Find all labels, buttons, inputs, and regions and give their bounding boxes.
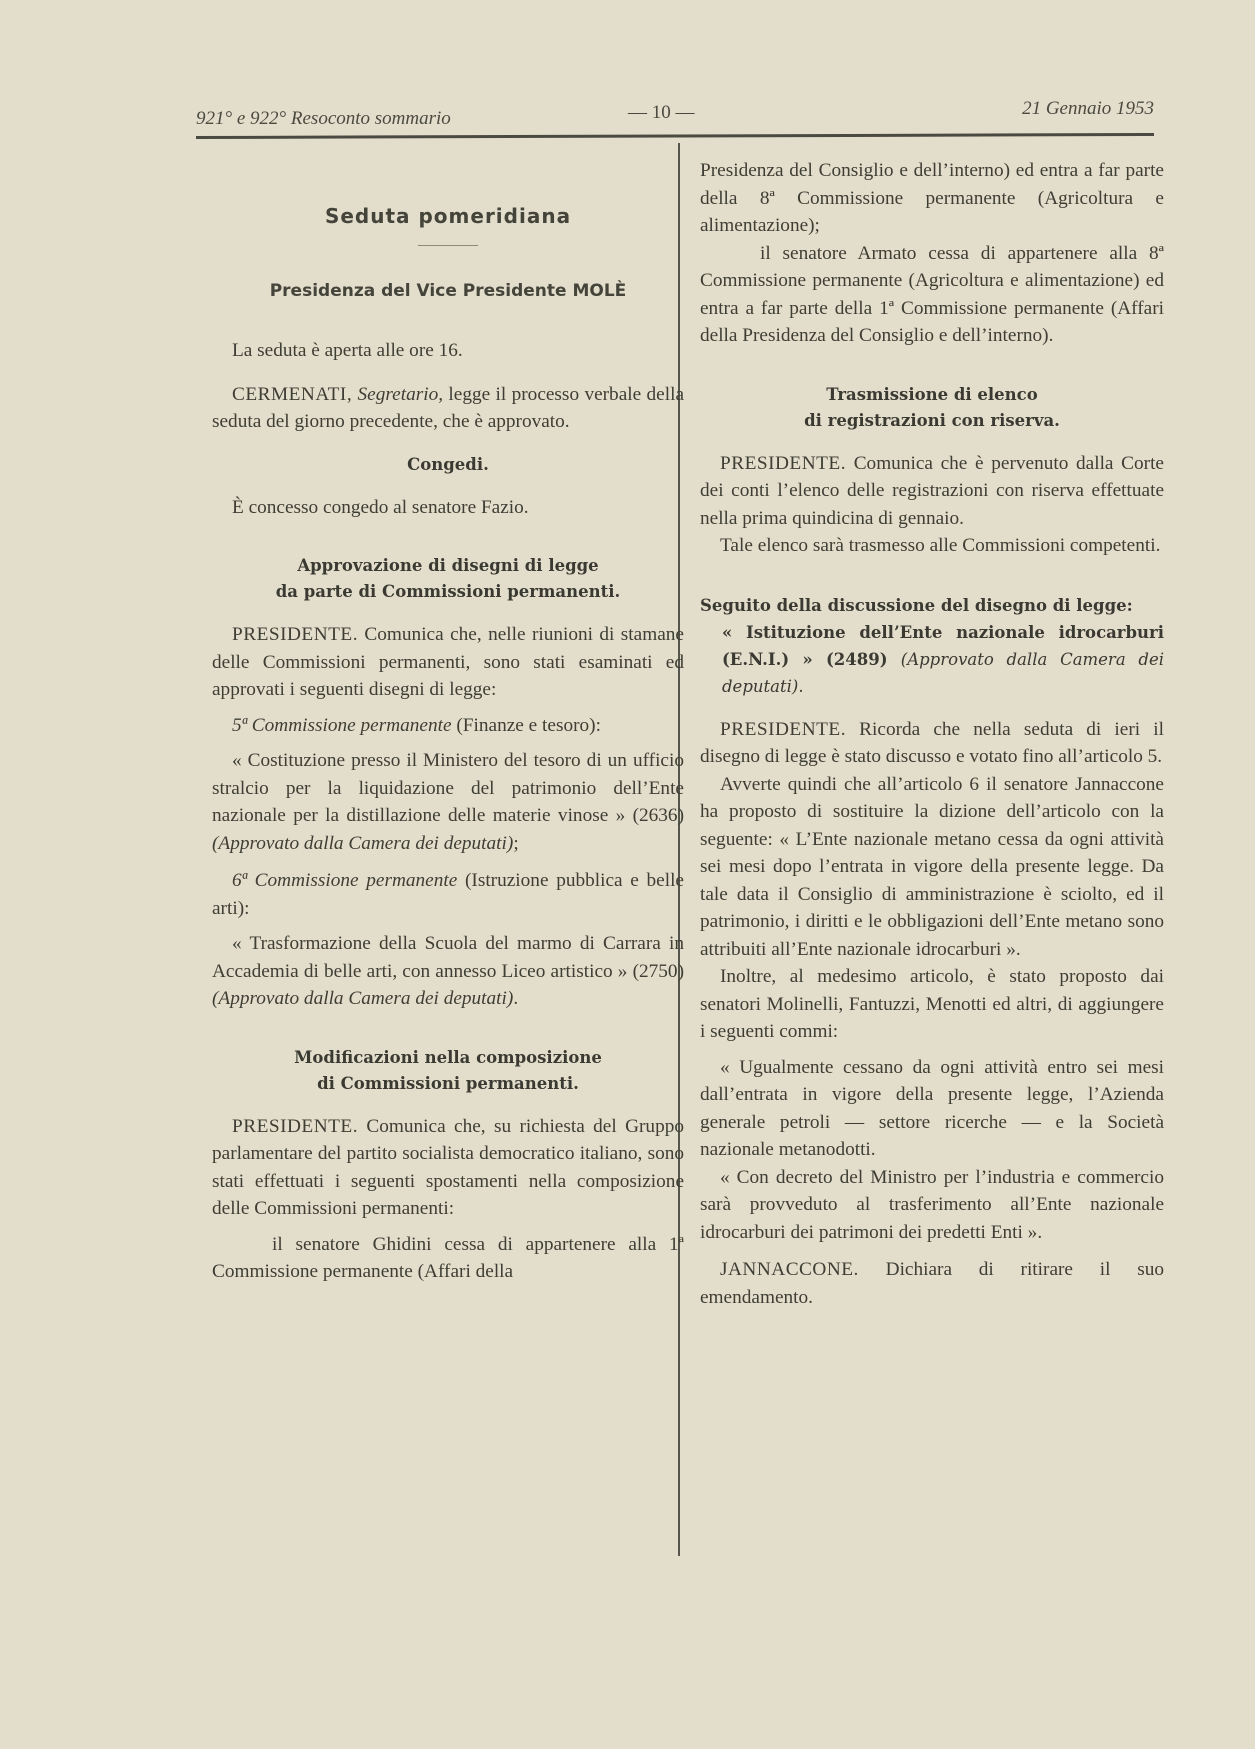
commission-6-line: 6ª Commissione permanente (Istruzione pubblica e belle arti): [212,870,684,919]
armato-move: il senatore Armato cessa di appartenere alla 8ª Commissione permanente (Agricoltura e alimentazione) ed entra a far parte della 1ª Commissione permanente (Affari della Presidenza del Consiglio e dell’interno). [700,242,1164,346]
section-heading-seguito: Seguito della discussione del disegno di legge: « Istituzione dell’Ente nazionale idrocarburi (E.N.I.) » (2489) (Approvato dalla Camera dei deputati). [700,595,1165,696]
seguito-paragraph-6: JANNACCONE. Dichiara di ritirare il suo emendamento. [700,1259,1164,1308]
opening-line: La seduta è aperta alle ore 16. [232,340,463,361]
right-column [700,157,1164,1311]
session-date: 21 Gennaio 1953 [1022,98,1154,119]
left-column [212,195,684,1286]
congedi-text: È concesso congedo al senatore Fazio. [232,496,529,518]
page-number: — 10 — [628,102,695,123]
seguito-paragraph-3: Inoltre, al medesimo articolo, è stato proposto dai senatori Molinelli, Fantuzzi, Menotti ed altri, di aggiungere i seguenti commi: [700,966,1164,1042]
section-heading-modificazioni: Modificazioni nella composizione di Commissioni permanenti. [294,1047,602,1093]
seguito-paragraph-1: PRESIDENTE. Ricorda che nella seduta di ieri il disegno di legge è stato discusso e votato fino all’articolo 5. [700,718,1164,767]
bill-2636: « Costituzione presso il Ministero del tesoro di un ufficio stralcio per la liquidazione del patrimonio dell’Ente nazionale per la distillazione delle materie vinose » (2636) (Approvato dalla Camera dei deputati); [212,750,684,854]
trasmissione-paragraph-2: Tale elenco sarà trasmesso alle Commissioni competenti. [720,535,1161,556]
seguito-paragraph-4: « Ugualmente cessano da ogni attività entro sei mesi dall’entrata in vigore della presente legge, l’Azienda generale petroli — settore ricerche — e la Società nazionale metanodotti. [700,1056,1164,1160]
session-title: Seduta pomeridiana [324,204,572,228]
section-heading-trasmissione: Trasmissione di elenco di registrazioni con riserva. [804,384,1060,430]
modificazioni-paragraph: PRESIDENTE. Comunica che, su richiesta del Gruppo parlamentare del partito socialista democratico italiano, sono stati effettuati i seguenti spostamenti nella composizione delle Commissioni permanenti: [212,1115,684,1219]
header-rule [196,133,1154,139]
seguito-paragraph-2: Avverte quindi che all’articolo 6 il senatore Jannaccone ha proposto di sostituire la dizione dell’articolo con la seguente: « L’Ente nazionale metano cessa da ogni attività sei mesi dopo l’entrata in vigore della presente legge. Da tale data il Consiglio di amministrazione è sciolto, ed il patrimonio, i diritti e le obbligazioni dell’Ente metano sono attribuiti all’Ente nazionale idrocarburi ». [700,773,1164,960]
ghidini-move-continued: Presidenza del Consiglio e dell’interno) ed entra a far parte della 8ª Commissione permanente (Agricoltura e alimentazione); [700,160,1164,236]
approvazione-paragraph: PRESIDENTE. Comunica che, nelle riunioni di stamane delle Commissioni permanenti, sono stati esaminati ed approvati i seguenti disegni di legge: [212,624,684,700]
speaker-role: Segretario, [357,383,444,405]
page-header [196,96,1154,132]
presidency-line: Presidenza del Vice Presidente MOLÈ [269,280,627,301]
ghidini-move: il senatore Ghidini cessa di appartenere alla 1ª Commissione permanente (Affari della [212,1233,684,1282]
publication-title: 921° e 922° Resoconto sommario [196,108,451,129]
trasmissione-paragraph: PRESIDENTE. Comunica che è pervenuto dalla Corte dei conti l’elenco delle registrazioni con riserva effettuate nella prima quindicina di gennaio. [700,452,1164,529]
bill-2750: « Trasformazione della Scuola del marmo di Carrara in Accademia di belle arti, con annesso Liceo artistico » (2750) (Approvato dalla Camera dei deputati). [212,933,684,1009]
seguito-paragraph-5: « Con decreto del Ministro per l’industria e commercio sarà provveduto al trasferimento all’Ente nazionale idrocarburi dei patrimoni dei predetti Enti ». [700,1166,1164,1243]
commission-5-line: 5ª Commissione permanente (Finanze e tesoro): [232,714,601,736]
section-heading-congedi: Congedi. [407,454,489,474]
speaker-name: CERMENATI, [232,383,353,405]
minutes-paragraph: CERMENATI, Segretario, legge il processo verbale della seduta del giorno precedente, che è approvato. [212,383,685,432]
section-heading-approvazione: Approvazione di disegni di legge da parte di Commissioni permanenti. [275,556,621,601]
